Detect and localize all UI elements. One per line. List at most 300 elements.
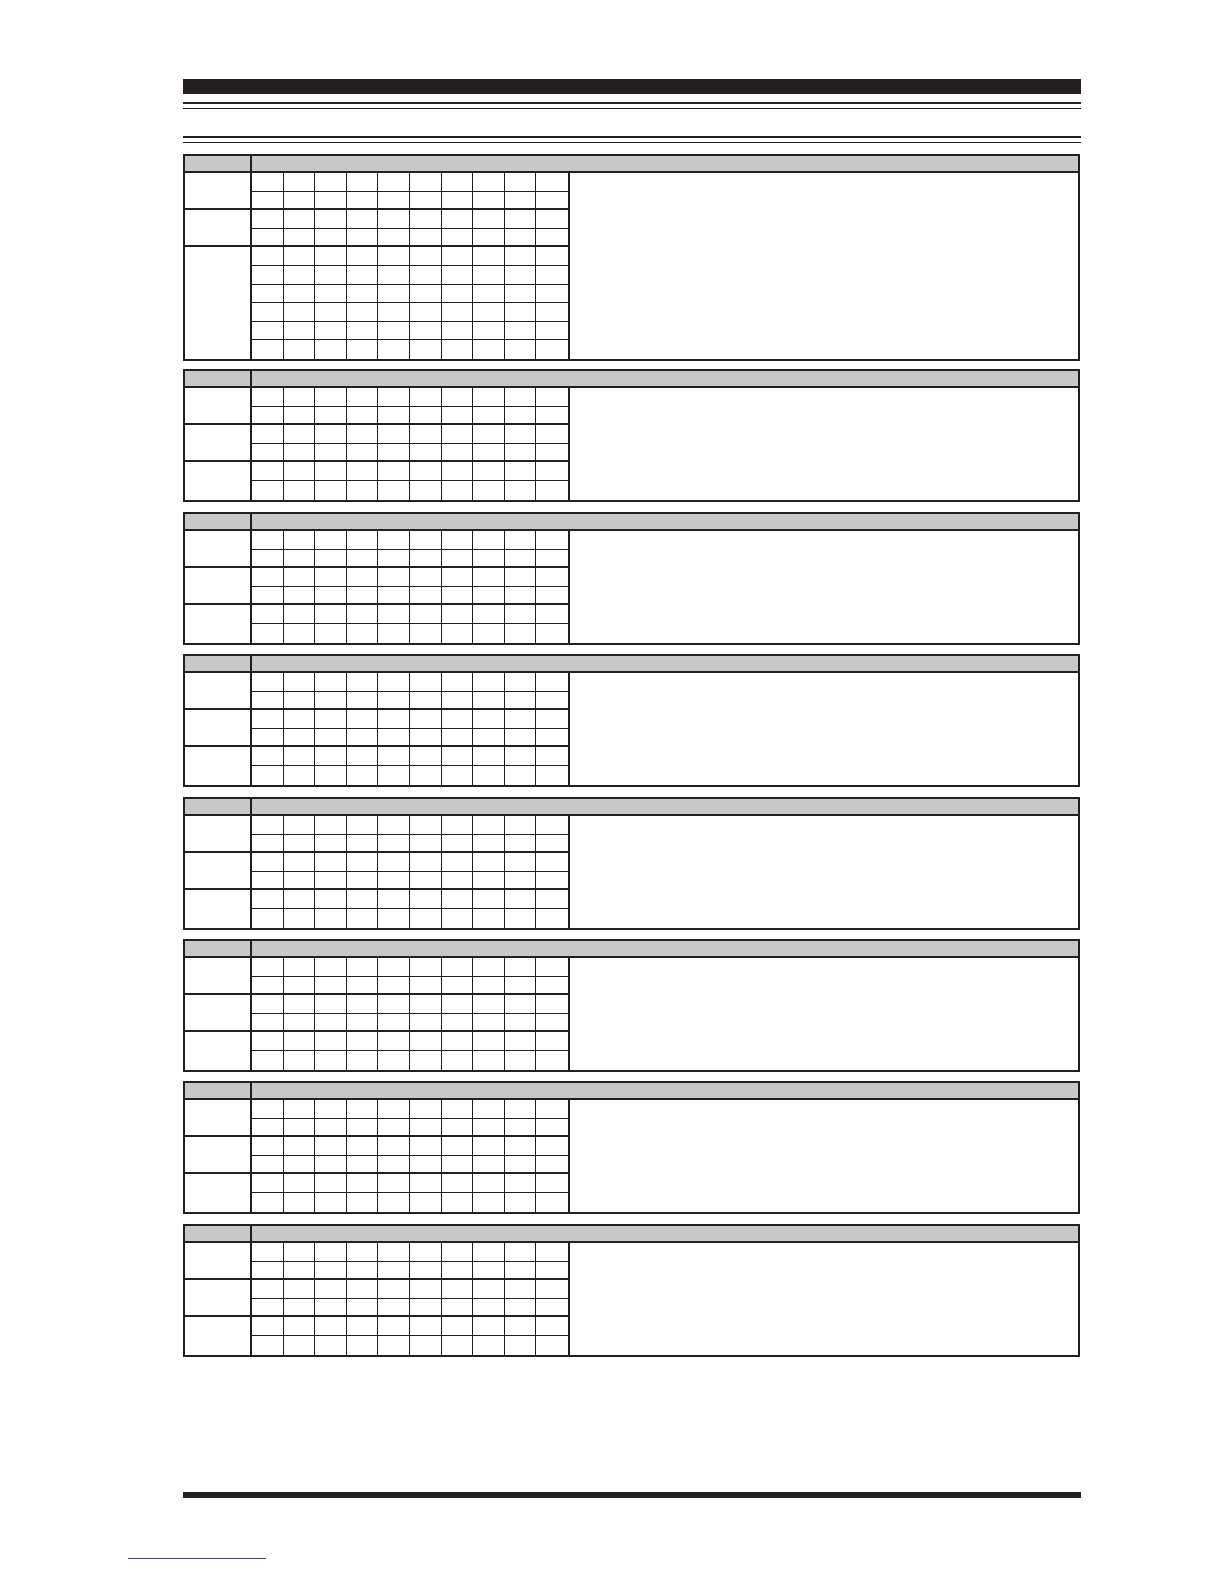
grid-cell[interactable] xyxy=(410,266,442,284)
grid-cell[interactable] xyxy=(347,1174,379,1192)
grid-cell[interactable] xyxy=(252,909,284,928)
grid-cell[interactable] xyxy=(284,1156,316,1173)
grid-cell[interactable] xyxy=(536,587,568,604)
grid-cell[interactable] xyxy=(378,322,410,340)
grid-cell[interactable] xyxy=(347,229,379,246)
grid-cell[interactable] xyxy=(473,247,505,265)
grid-cell[interactable] xyxy=(410,229,442,246)
grid-cell[interactable] xyxy=(473,388,505,406)
grid-cell[interactable] xyxy=(410,1262,442,1279)
grid-cell[interactable] xyxy=(378,1299,410,1316)
grid-cell[interactable] xyxy=(378,247,410,265)
grid-cell[interactable] xyxy=(442,1119,474,1136)
grid-cell[interactable] xyxy=(536,173,568,191)
grid-cell[interactable] xyxy=(315,624,347,643)
grid-cell[interactable] xyxy=(252,995,284,1013)
grid-cell[interactable] xyxy=(284,587,316,604)
grid-cell[interactable] xyxy=(505,285,537,303)
grid-cell[interactable] xyxy=(284,1336,316,1355)
grid-cell[interactable] xyxy=(347,1243,379,1261)
grid-cell[interactable] xyxy=(378,995,410,1013)
grid-cell[interactable] xyxy=(284,673,316,691)
grid-cell[interactable] xyxy=(347,1014,379,1031)
grid-cell[interactable] xyxy=(536,729,568,746)
grid-cell[interactable] xyxy=(284,747,316,765)
grid-cell[interactable] xyxy=(473,407,505,424)
grid-cell[interactable] xyxy=(442,192,474,209)
grid-cell[interactable] xyxy=(315,266,347,284)
grid-cell[interactable] xyxy=(536,407,568,424)
grid-cell[interactable] xyxy=(536,1100,568,1118)
grid-cell[interactable] xyxy=(378,673,410,691)
grid-cell[interactable] xyxy=(442,303,474,321)
grid-cell[interactable] xyxy=(505,322,537,340)
grid-cell[interactable] xyxy=(347,977,379,994)
grid-cell[interactable] xyxy=(536,1193,568,1212)
grid-cell[interactable] xyxy=(347,388,379,406)
grid-cell[interactable] xyxy=(347,303,379,321)
grid-cell[interactable] xyxy=(536,766,568,785)
grid-cell[interactable] xyxy=(315,1051,347,1070)
grid-cell[interactable] xyxy=(315,210,347,228)
grid-cell[interactable] xyxy=(410,995,442,1013)
grid-cell[interactable] xyxy=(473,890,505,908)
grid-cell[interactable] xyxy=(410,1243,442,1261)
grid-cell[interactable] xyxy=(347,747,379,765)
grid-cell[interactable] xyxy=(284,1317,316,1335)
grid-cell[interactable] xyxy=(378,692,410,709)
grid-cell[interactable] xyxy=(284,340,316,359)
grid-cell[interactable] xyxy=(410,173,442,191)
grid-cell[interactable] xyxy=(505,587,537,604)
grid-cell[interactable] xyxy=(315,872,347,889)
grid-cell[interactable] xyxy=(315,710,347,728)
grid-cell[interactable] xyxy=(347,816,379,834)
grid-cell[interactable] xyxy=(315,192,347,209)
grid-cell[interactable] xyxy=(347,692,379,709)
grid-cell[interactable] xyxy=(505,340,537,359)
grid-cell[interactable] xyxy=(505,977,537,994)
grid-cell[interactable] xyxy=(442,1243,474,1261)
grid-cell[interactable] xyxy=(378,192,410,209)
grid-cell[interactable] xyxy=(347,322,379,340)
grid-cell[interactable] xyxy=(378,605,410,623)
grid-cell[interactable] xyxy=(536,1014,568,1031)
grid-cell[interactable] xyxy=(252,1336,284,1355)
grid-cell[interactable] xyxy=(315,568,347,586)
grid-cell[interactable] xyxy=(378,958,410,976)
grid-cell[interactable] xyxy=(315,340,347,359)
grid-cell[interactable] xyxy=(252,729,284,746)
grid-cell[interactable] xyxy=(284,1262,316,1279)
grid-cell[interactable] xyxy=(410,710,442,728)
grid-cell[interactable] xyxy=(505,1262,537,1279)
grid-cell[interactable] xyxy=(473,481,505,500)
grid-cell[interactable] xyxy=(505,531,537,549)
grid-cell[interactable] xyxy=(252,1317,284,1335)
grid-cell[interactable] xyxy=(252,673,284,691)
grid-cell[interactable] xyxy=(505,1299,537,1316)
grid-cell[interactable] xyxy=(284,425,316,443)
grid-cell[interactable] xyxy=(410,1119,442,1136)
grid-cell[interactable] xyxy=(505,624,537,643)
grid-cell[interactable] xyxy=(284,444,316,461)
grid-cell[interactable] xyxy=(284,247,316,265)
grid-cell[interactable] xyxy=(347,1032,379,1050)
grid-cell[interactable] xyxy=(536,890,568,908)
grid-cell[interactable] xyxy=(536,605,568,623)
grid-cell[interactable] xyxy=(284,1014,316,1031)
grid-cell[interactable] xyxy=(442,462,474,480)
grid-cell[interactable] xyxy=(505,890,537,908)
grid-cell[interactable] xyxy=(378,266,410,284)
grid-cell[interactable] xyxy=(505,747,537,765)
grid-cell[interactable] xyxy=(315,605,347,623)
grid-cell[interactable] xyxy=(410,210,442,228)
grid-cell[interactable] xyxy=(347,1262,379,1279)
grid-cell[interactable] xyxy=(410,673,442,691)
grid-cell[interactable] xyxy=(378,1014,410,1031)
grid-cell[interactable] xyxy=(347,266,379,284)
grid-cell[interactable] xyxy=(378,462,410,480)
grid-cell[interactable] xyxy=(315,303,347,321)
grid-cell[interactable] xyxy=(284,909,316,928)
grid-cell[interactable] xyxy=(347,173,379,191)
grid-cell[interactable] xyxy=(473,531,505,549)
grid-cell[interactable] xyxy=(252,322,284,340)
grid-cell[interactable] xyxy=(252,173,284,191)
grid-cell[interactable] xyxy=(536,853,568,871)
grid-cell[interactable] xyxy=(536,710,568,728)
grid-cell[interactable] xyxy=(473,710,505,728)
grid-cell[interactable] xyxy=(473,1174,505,1192)
grid-cell[interactable] xyxy=(315,1317,347,1335)
grid-cell[interactable] xyxy=(505,266,537,284)
grid-cell[interactable] xyxy=(410,462,442,480)
grid-cell[interactable] xyxy=(284,1174,316,1192)
grid-cell[interactable] xyxy=(473,977,505,994)
grid-cell[interactable] xyxy=(536,958,568,976)
grid-cell[interactable] xyxy=(315,247,347,265)
grid-cell[interactable] xyxy=(505,192,537,209)
grid-cell[interactable] xyxy=(410,1100,442,1118)
grid-cell[interactable] xyxy=(378,1280,410,1298)
grid-cell[interactable] xyxy=(347,462,379,480)
grid-cell[interactable] xyxy=(378,285,410,303)
grid-cell[interactable] xyxy=(252,444,284,461)
grid-cell[interactable] xyxy=(284,958,316,976)
grid-cell[interactable] xyxy=(410,835,442,852)
grid-cell[interactable] xyxy=(252,568,284,586)
grid-cell[interactable] xyxy=(473,1156,505,1173)
grid-cell[interactable] xyxy=(536,550,568,567)
grid-cell[interactable] xyxy=(410,322,442,340)
grid-cell[interactable] xyxy=(347,605,379,623)
grid-cell[interactable] xyxy=(284,890,316,908)
grid-cell[interactable] xyxy=(284,1280,316,1298)
grid-cell[interactable] xyxy=(252,710,284,728)
grid-cell[interactable] xyxy=(442,1137,474,1155)
grid-cell[interactable] xyxy=(410,729,442,746)
grid-cell[interactable] xyxy=(284,1243,316,1261)
grid-cell[interactable] xyxy=(505,1137,537,1155)
grid-cell[interactable] xyxy=(473,958,505,976)
grid-cell[interactable] xyxy=(252,605,284,623)
grid-cell[interactable] xyxy=(410,1317,442,1335)
grid-cell[interactable] xyxy=(378,872,410,889)
grid-cell[interactable] xyxy=(315,958,347,976)
grid-cell[interactable] xyxy=(252,340,284,359)
grid-cell[interactable] xyxy=(473,1317,505,1335)
grid-cell[interactable] xyxy=(252,872,284,889)
grid-cell[interactable] xyxy=(378,710,410,728)
grid-cell[interactable] xyxy=(284,285,316,303)
grid-cell[interactable] xyxy=(347,192,379,209)
grid-cell[interactable] xyxy=(473,1119,505,1136)
grid-cell[interactable] xyxy=(284,322,316,340)
grid-cell[interactable] xyxy=(505,835,537,852)
grid-cell[interactable] xyxy=(505,247,537,265)
grid-cell[interactable] xyxy=(442,995,474,1013)
grid-cell[interactable] xyxy=(252,388,284,406)
grid-cell[interactable] xyxy=(473,266,505,284)
grid-cell[interactable] xyxy=(315,444,347,461)
grid-cell[interactable] xyxy=(505,210,537,228)
grid-cell[interactable] xyxy=(347,1317,379,1335)
grid-cell[interactable] xyxy=(442,266,474,284)
grid-cell[interactable] xyxy=(315,729,347,746)
grid-cell[interactable] xyxy=(410,247,442,265)
grid-cell[interactable] xyxy=(315,173,347,191)
grid-cell[interactable] xyxy=(347,729,379,746)
grid-cell[interactable] xyxy=(315,1100,347,1118)
grid-cell[interactable] xyxy=(315,587,347,604)
grid-cell[interactable] xyxy=(347,1137,379,1155)
grid-cell[interactable] xyxy=(347,425,379,443)
grid-cell[interactable] xyxy=(252,285,284,303)
grid-cell[interactable] xyxy=(315,835,347,852)
grid-cell[interactable] xyxy=(252,1137,284,1155)
grid-cell[interactable] xyxy=(442,872,474,889)
grid-cell[interactable] xyxy=(347,624,379,643)
grid-cell[interactable] xyxy=(378,1336,410,1355)
grid-cell[interactable] xyxy=(252,1262,284,1279)
grid-cell[interactable] xyxy=(284,192,316,209)
grid-cell[interactable] xyxy=(410,1193,442,1212)
grid-cell[interactable] xyxy=(284,388,316,406)
grid-cell[interactable] xyxy=(442,816,474,834)
grid-cell[interactable] xyxy=(347,285,379,303)
grid-cell[interactable] xyxy=(442,1193,474,1212)
grid-cell[interactable] xyxy=(378,210,410,228)
grid-cell[interactable] xyxy=(252,958,284,976)
grid-cell[interactable] xyxy=(252,587,284,604)
grid-cell[interactable] xyxy=(252,1280,284,1298)
grid-cell[interactable] xyxy=(505,816,537,834)
grid-cell[interactable] xyxy=(505,766,537,785)
grid-cell[interactable] xyxy=(442,587,474,604)
grid-cell[interactable] xyxy=(347,766,379,785)
grid-cell[interactable] xyxy=(347,673,379,691)
grid-cell[interactable] xyxy=(378,481,410,500)
grid-cell[interactable] xyxy=(410,816,442,834)
grid-cell[interactable] xyxy=(473,444,505,461)
grid-cell[interactable] xyxy=(347,1051,379,1070)
grid-cell[interactable] xyxy=(473,995,505,1013)
grid-cell[interactable] xyxy=(315,1174,347,1192)
grid-cell[interactable] xyxy=(315,388,347,406)
grid-cell[interactable] xyxy=(473,322,505,340)
grid-cell[interactable] xyxy=(347,872,379,889)
grid-cell[interactable] xyxy=(473,568,505,586)
grid-cell[interactable] xyxy=(536,624,568,643)
grid-cell[interactable] xyxy=(410,1032,442,1050)
grid-cell[interactable] xyxy=(410,1299,442,1316)
grid-cell[interactable] xyxy=(347,1336,379,1355)
grid-cell[interactable] xyxy=(378,531,410,549)
grid-cell[interactable] xyxy=(252,303,284,321)
grid-cell[interactable] xyxy=(315,1032,347,1050)
grid-cell[interactable] xyxy=(505,1119,537,1136)
grid-cell[interactable] xyxy=(347,1299,379,1316)
grid-cell[interactable] xyxy=(473,587,505,604)
grid-cell[interactable] xyxy=(473,425,505,443)
grid-cell[interactable] xyxy=(347,909,379,928)
grid-cell[interactable] xyxy=(315,1137,347,1155)
grid-cell[interactable] xyxy=(442,425,474,443)
grid-cell[interactable] xyxy=(284,1137,316,1155)
grid-cell[interactable] xyxy=(505,550,537,567)
grid-cell[interactable] xyxy=(347,210,379,228)
grid-cell[interactable] xyxy=(315,229,347,246)
grid-cell[interactable] xyxy=(252,1193,284,1212)
grid-cell[interactable] xyxy=(252,1119,284,1136)
grid-cell[interactable] xyxy=(284,766,316,785)
grid-cell[interactable] xyxy=(505,462,537,480)
grid-cell[interactable] xyxy=(347,407,379,424)
grid-cell[interactable] xyxy=(473,747,505,765)
grid-cell[interactable] xyxy=(473,673,505,691)
grid-cell[interactable] xyxy=(536,444,568,461)
grid-cell[interactable] xyxy=(536,210,568,228)
grid-cell[interactable] xyxy=(410,388,442,406)
grid-cell[interactable] xyxy=(347,1193,379,1212)
grid-cell[interactable] xyxy=(410,587,442,604)
grid-cell[interactable] xyxy=(347,853,379,871)
grid-cell[interactable] xyxy=(536,462,568,480)
grid-cell[interactable] xyxy=(473,462,505,480)
grid-cell[interactable] xyxy=(442,444,474,461)
grid-cell[interactable] xyxy=(442,673,474,691)
grid-cell[interactable] xyxy=(347,835,379,852)
grid-cell[interactable] xyxy=(442,322,474,340)
grid-cell[interactable] xyxy=(536,1174,568,1192)
grid-cell[interactable] xyxy=(442,1317,474,1335)
grid-cell[interactable] xyxy=(252,1243,284,1261)
grid-cell[interactable] xyxy=(378,1137,410,1155)
grid-cell[interactable] xyxy=(536,285,568,303)
grid-cell[interactable] xyxy=(315,766,347,785)
grid-cell[interactable] xyxy=(536,1262,568,1279)
grid-cell[interactable] xyxy=(442,710,474,728)
grid-cell[interactable] xyxy=(442,210,474,228)
grid-cell[interactable] xyxy=(410,285,442,303)
grid-cell[interactable] xyxy=(473,229,505,246)
grid-cell[interactable] xyxy=(505,872,537,889)
grid-cell[interactable] xyxy=(505,909,537,928)
grid-cell[interactable] xyxy=(347,890,379,908)
grid-cell[interactable] xyxy=(505,958,537,976)
grid-cell[interactable] xyxy=(252,229,284,246)
grid-cell[interactable] xyxy=(442,1280,474,1298)
grid-cell[interactable] xyxy=(473,340,505,359)
grid-cell[interactable] xyxy=(536,1317,568,1335)
grid-cell[interactable] xyxy=(505,425,537,443)
grid-cell[interactable] xyxy=(252,766,284,785)
grid-cell[interactable] xyxy=(505,481,537,500)
grid-cell[interactable] xyxy=(315,890,347,908)
grid-cell[interactable] xyxy=(378,1317,410,1335)
grid-cell[interactable] xyxy=(442,1336,474,1355)
grid-cell[interactable] xyxy=(378,1032,410,1050)
grid-cell[interactable] xyxy=(378,624,410,643)
grid-cell[interactable] xyxy=(536,1051,568,1070)
grid-cell[interactable] xyxy=(442,247,474,265)
grid-cell[interactable] xyxy=(410,909,442,928)
grid-cell[interactable] xyxy=(315,407,347,424)
grid-cell[interactable] xyxy=(536,1032,568,1050)
grid-cell[interactable] xyxy=(473,1193,505,1212)
grid-cell[interactable] xyxy=(347,340,379,359)
grid-cell[interactable] xyxy=(252,1014,284,1031)
grid-cell[interactable] xyxy=(505,1100,537,1118)
grid-cell[interactable] xyxy=(410,303,442,321)
grid-cell[interactable] xyxy=(536,481,568,500)
grid-cell[interactable] xyxy=(315,692,347,709)
grid-cell[interactable] xyxy=(378,568,410,586)
grid-cell[interactable] xyxy=(378,729,410,746)
grid-cell[interactable] xyxy=(252,853,284,871)
grid-cell[interactable] xyxy=(252,266,284,284)
grid-cell[interactable] xyxy=(442,531,474,549)
grid-cell[interactable] xyxy=(315,1156,347,1173)
grid-cell[interactable] xyxy=(536,692,568,709)
grid-cell[interactable] xyxy=(347,958,379,976)
grid-cell[interactable] xyxy=(442,1299,474,1316)
grid-cell[interactable] xyxy=(284,1193,316,1212)
grid-cell[interactable] xyxy=(378,340,410,359)
grid-cell[interactable] xyxy=(442,1262,474,1279)
grid-cell[interactable] xyxy=(378,303,410,321)
grid-cell[interactable] xyxy=(473,1262,505,1279)
grid-cell[interactable] xyxy=(284,729,316,746)
grid-cell[interactable] xyxy=(473,853,505,871)
grid-cell[interactable] xyxy=(284,229,316,246)
grid-cell[interactable] xyxy=(347,1280,379,1298)
grid-cell[interactable] xyxy=(410,605,442,623)
grid-cell[interactable] xyxy=(252,1299,284,1316)
grid-cell[interactable] xyxy=(284,835,316,852)
grid-cell[interactable] xyxy=(378,173,410,191)
grid-cell[interactable] xyxy=(505,303,537,321)
grid-cell[interactable] xyxy=(315,995,347,1013)
grid-cell[interactable] xyxy=(378,747,410,765)
grid-cell[interactable] xyxy=(505,568,537,586)
grid-cell[interactable] xyxy=(410,747,442,765)
grid-cell[interactable] xyxy=(536,303,568,321)
grid-cell[interactable] xyxy=(378,388,410,406)
grid-cell[interactable] xyxy=(378,1119,410,1136)
